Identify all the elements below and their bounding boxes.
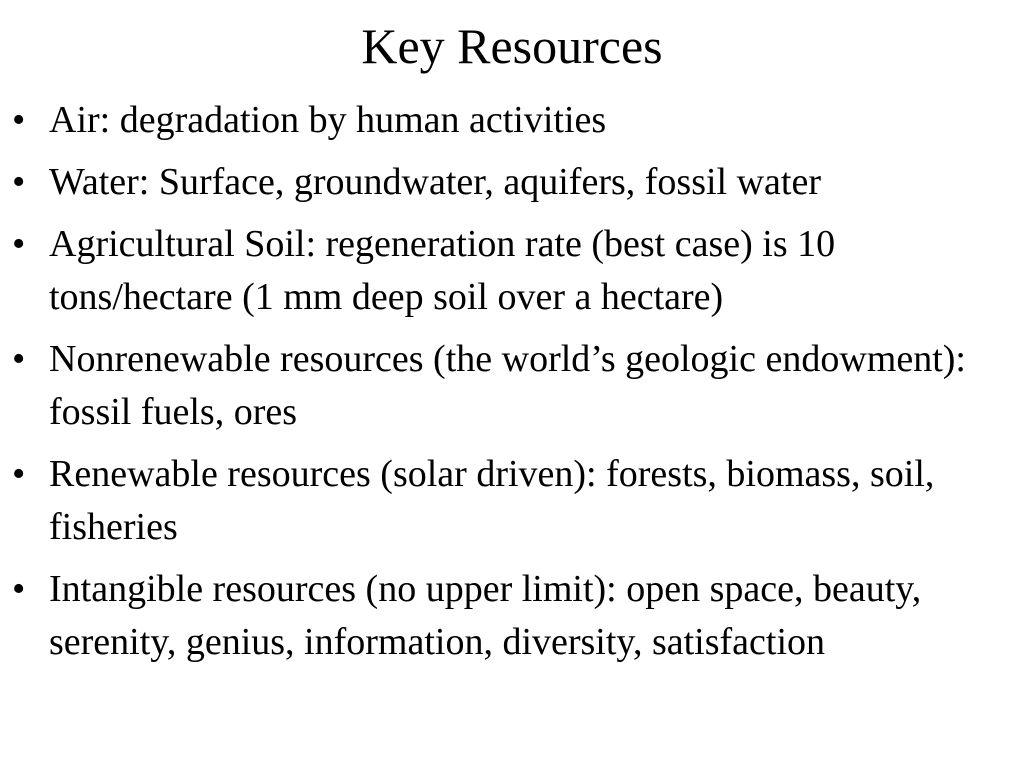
bullet-text: Agricultural Soil: regeneration rate (best case) is 10 tons/hectare (1 mm deep soil over a hectare): [49, 223, 836, 318]
bullet-text: Air: degradation by human activities: [49, 99, 607, 141]
bullet-text: Water: Surface, groundwater, aquifers, fossil water: [49, 161, 822, 203]
bullet-text: Nonrenewable resources (the world’s geologic endowment): fossil fuels, ores: [49, 338, 966, 433]
list-item: [12, 448, 1012, 554]
list-item: [12, 333, 1012, 439]
list-item: [12, 218, 1012, 324]
bullet-icon: •: [12, 338, 26, 380]
bullet-list: [12, 94, 1012, 678]
slide-title: Key Resources: [361, 18, 663, 74]
bullet-icon: •: [12, 99, 26, 141]
list-item: [12, 563, 1012, 669]
bullet-icon: •: [12, 453, 26, 495]
list-item: [12, 156, 1012, 209]
bullet-icon: •: [12, 568, 26, 610]
bullet-icon: •: [12, 161, 26, 203]
list-item: [12, 94, 1012, 147]
bullet-text: Intangible resources (no upper limit): open space, beauty, serenity, genius, information, diversity, satisfaction: [49, 568, 922, 663]
bullet-text: Renewable resources (solar driven): forests, biomass, soil, fisheries: [49, 453, 935, 548]
bullet-icon: •: [12, 223, 26, 265]
